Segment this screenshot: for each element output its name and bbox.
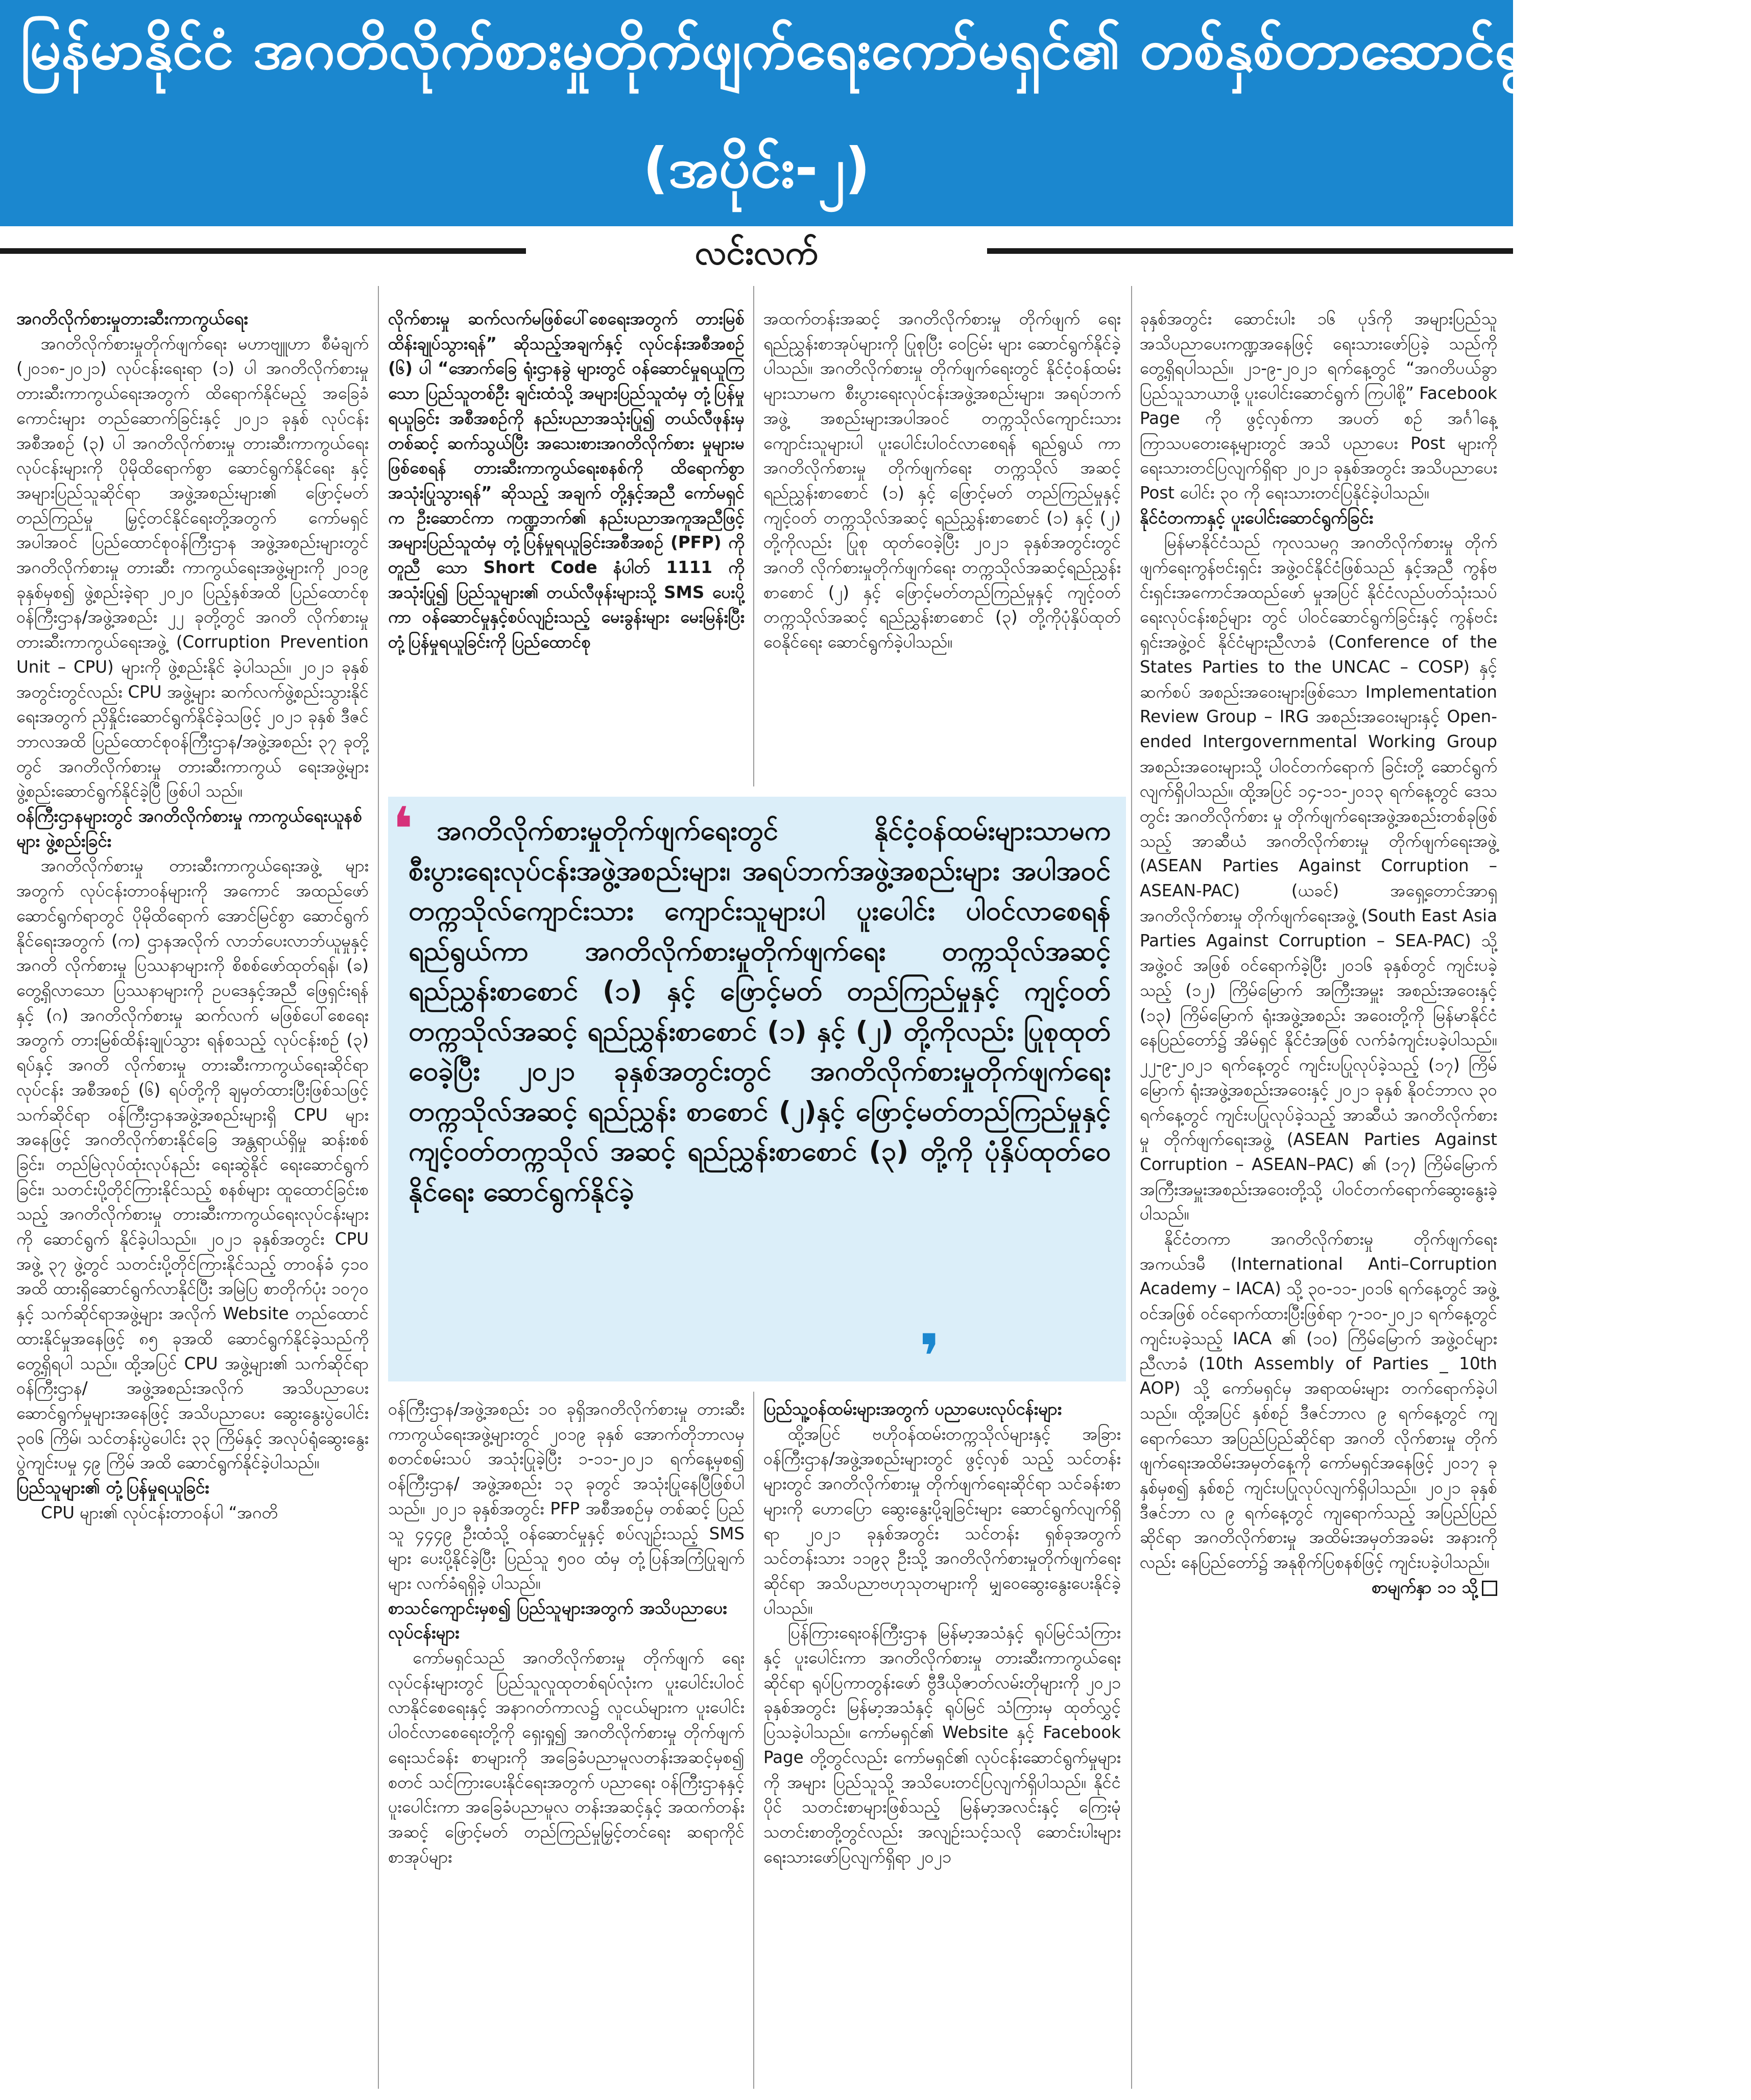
pull-quote-text bbox=[409, 811, 1111, 1212]
paragraph: ပြန်ကြားရေးဝန်ကြီးဌာန မြန်မာ့အသံနှင့် ရုပ်မြင်သံကြားနှင့် ပူးပေါင်းကာ အဂတိလိုက်စားမှု တားဆီးကာကွယ်ရေးဆိုင်ရာ ရုပ်ပြကာတွန်းဖော် ဗွီဒီယိုဇာတ်လမ်းတိုများကို ၂၀၂၁ ခုနှစ်အတွင်း မြန်မာ့အသံနှင့် ရုပ်မြင် သံကြားမှ ထုတ်လွှင့်ပြသခဲ့ပါသည်။ ကော်မရှင်၏ Website နှင့် Facebook Page တို့တွင်လည်း ကော်မရှင်၏ လုပ်ငန်းဆောင်ရွက်မှုများကို အများ ပြည်သူသို့ အသိပေးတင်ပြလျက်ရှိပါသည်။ နိုင်ငံပိုင် သတင်းစာများဖြစ်သည့် မြန်မာ့အလင်းနှင့် ကြေးမုံ သတင်းစာတို့တွင်လည်း အလျဉ်းသင့်သလို ဆောင်းပါးများ ရေးသားဖော်ပြလျက်ရှိရာ ၂၀၂၁ bbox=[763, 1623, 1121, 1867]
column-2-bottom bbox=[388, 1397, 745, 2089]
paragraph: အဂတိလိုက်စားမှုတိုက်ဖျက်ရေး မဟာဗျူဟာ စီမံချက် (၂၀၁၈-၂၀၂၁) လုပ်ငန်းရေးရာ (၁) ပါ အဂတိလိုက်စားမှု တားဆီးကာကွယ်ရေးအတွက် ထိရောက်နိုင်မည့် အခြေခံကောင်းများ တည်ဆောက်ခြင်းနှင့် ၂၀၂၁ ခုနှစ် လုပ်ငန်းအစီအစဉ် (၃) ပါ အဂတိလိုက်စားမှု တားဆီးကာကွယ်ရေး လုပ်ငန်းများကို ပိုမိုထိရောက်စွာ ဆောင်ရွက်နိုင်ရေး နှင့် အများပြည်သူဆိုင်ရာ အဖွဲ့အစည်းများ၏ ဖြောင့်မတ်တည်ကြည်မှု မြှင့်တင်နိုင်ရေးတို့အတွက် ကော်မရှင်အပါအဝင် ပြည်ထောင်စုဝန်ကြီးဌာန အဖွဲ့အစည်းများတွင် အဂတိလိုက်စားမှု တားဆီး ကာကွယ်ရေးအဖွဲ့များကို ၂၀၁၉ ခုနှစ်မှစ၍ ဖွဲ့စည်းခဲ့ရာ ၂၀၂၀ ပြည့်နှစ်အထိ ပြည်ထောင်စု ဝန်ကြီးဌာန/အဖွဲ့အစည်း ၂၂ ခုတို့တွင် အဂတိ လိုက်စားမှု တားဆီးကာကွယ်ရေးအဖွဲ့ (Corruption Prevention Unit – CPU) များကို ဖွဲ့စည်းနိုင် ခဲ့ပါသည်။ ၂၀၂၁ ခုနှစ်အတွင်းတွင်လည်း CPU အဖွဲ့များ ဆက်လက်ဖွဲ့စည်းသွားနိုင်ရေးအတွက် ညှိနှိုင်းဆောင်ရွက်နိုင်ခဲ့သဖြင့် ၂၀၂၁ ခုနှစ် ဒီဇင် ဘာလအထိ ပြည်ထောင်စုဝန်ကြီးဌာန/အဖွဲ့အစည်း ၃၇ ခုတို့တွင် အဂတိလိုက်စားမှု တားဆီးကာကွယ် ရေးအဖွဲ့များ ဖွဲ့စည်းဆောင်ရွက်နိုင်ခဲ့ပြီ ဖြစ်ပါ သည်။ bbox=[16, 333, 369, 801]
subheading-corruption-prevention: အဂတိလိုက်စားမှုတားဆီးကာကွယ်ရေး bbox=[16, 308, 248, 328]
paragraph: ဝန်ကြီးဌာန/အဖွဲ့အစည်း ၁၀ ခုရှိအဂတိလိုက်စားမှု တားဆီးကာကွယ်ရေးအဖွဲ့များတွင် ၂၀၁၉ ခုနှစ် အောက်တိုဘာလမှ စတင်စမ်းသပ် အသုံးပြုခဲ့ပြီး ၁-၁၁-၂၀၂၁ ရက်နေ့မှစ၍ ဝန်ကြီးဌာန/ အဖွဲ့အစည်း ၁၃ ခုတွင် အသုံးပြုနေပြီဖြစ်ပါ သည်။ ၂၀၂၁ ခုနှစ်အတွင်း PFP အစီအစဉ်မှ တစ်ဆင့် ပြည်သူ ၄၄၄၉ ဦးထံသို့ ဝန်ဆောင်မှုနှင့် စပ်လျဉ်းသည့် SMS များ ပေးပို့နိုင်ခဲ့ပြီး ပြည်သူ ၅၀၀ ထံမှ တုံ့ပြန်အကြံပြုချက်များ လက်ခံရရှိခဲ့ ပါသည်။ bbox=[388, 1399, 745, 1593]
header-banner bbox=[0, 0, 1751, 226]
column-divider-2-bottom bbox=[753, 1392, 754, 2089]
author-byline: လင်းလက် bbox=[694, 233, 819, 272]
paragraph: CPU များ၏ လုပ်ငန်းတာဝန်ပါ “အဂတိ bbox=[41, 1502, 278, 1522]
column-divider-1 bbox=[378, 286, 379, 2089]
paragraph: မြန်မာနိုင်ငံသည် ကုလသမဂ္ဂ အဂတိလိုက်စားမှု တိုက်ဖျက်ရေးကွန်ဗင်းရှင်း အဖွဲ့ဝင်နိုင်ငံဖြစ်သည် နှင့်အညီ ကွန်ဗင်းရှင်းအကောင်အထည်ဖော် မှုအပြင် နိုင်ငံလည်ပတ်သုံးသပ်ရေးလုပ်ငန်းစဉ်များ တွင် ပါဝင်ဆောင်ရွက်ခြင်းနှင့် ကွန်ဗင်းရှင်းအဖွဲ့ဝင် နိုင်ငံများညီလာခံ (Conference of the States Parties to the UNCAC – COSP) နှင့် ဆက်စပ် အစည်းအဝေးများဖြစ်သော Implementation Review Group – IRG အစည်းအဝေးများနှင့် Open-ended Intergovernmental Working Group အစည်းအဝေးများသို့ ပါဝင်တက်ရောက် ခြင်းတို့ ဆောင်ရွက်လျက်ရှိပါသည်။ ထို့အပြင် ၁၄-၁၁-၂၀၁၃ ရက်နေ့တွင် ဒေသတွင်း အဂတိလိုက်စား မှု တိုက်ဖျက်ရေးအဖွဲ့အစည်းတစ်ခုဖြစ်သည့် အာဆီယံ အဂတိလိုက်စားမှု တိုက်ဖျက်ရေးအဖွဲ့ (ASEAN Parties Against Corruption – ASEAN-PAC) (ယခင်) အရှေ့တောင်အာရှ အဂတိလိုက်စားမှု တိုက်ဖျက်ရေးအဖွဲ့ (South East Asia Parties Against Corruption – SEA-PAC) သို့ အဖွဲ့ဝင် အဖြစ် ဝင်ရောက်ခဲ့ပြီး ၂၀၁၆ ခုနှစ်တွင် ကျင်းပခဲ့သည့် (၁၂) ကြိမ်မြောက် အကြီးအမှူး အစည်းအဝေးနှင့် (၁၃) ကြိမ်မြောက် ရုံးအဖွဲ့အစည်း အဝေးတို့ကို မြန်မာနိုင်ငံ နေပြည်တော်၌ အိမ်ရှင် နိုင်ငံအဖြစ် လက်ခံကျင်းပခဲ့ပါသည်။ ၂၂-၉-၂၀၂၁ ရက်နေ့တွင် ကျင်းပပြုလုပ်ခဲ့သည့် (၁၇) ကြိမ်မြောက် ရုံးအဖွဲ့အစည်းအဝေးနှင့် ၂၀၂၁ ခုနှစ် နိုဝင်ဘာလ ၃၀ ရက်နေ့တွင် ကျင်းပပြုလုပ်ခဲ့သည့် အာဆီယံ အဂတိလိုက်စားမှု တိုက်ဖျက်ရေးအဖွဲ့ (ASEAN Parties Against Corruption – ASEAN–PAC) ၏ (၁၇) ကြိမ်မြောက် အကြီးအမှူးအစည်းအဝေးတို့သို့ ပါဝင်တက်ရောက်ဆွေးနွေးခဲ့ပါသည်။ bbox=[1140, 533, 1497, 1224]
paragraph: အထက်တန်းအဆင့် အဂတိလိုက်စားမှု တိုက်ဖျက် ရေး ရည်ညွှန်းစာအုပ်များကို ပြုစုပြီး ဝေငြမ်း များ ဆောင်ရွက်နိုင်ခဲ့ပါသည်။ အဂတိလိုက်စားမှု တိုက်ဖျက်ရေးတွင် နိုင်ငံ့ဝန်ထမ်းများသာမက စီးပွားရေးလုပ်ငန်းအဖွဲ့အစည်းများ၊ အရပ်ဘက်အဖွဲ့ အစည်းများအပါအဝင် တက္ကသိုလ်ကျောင်းသား ကျောင်းသူများပါ ပူးပေါင်းပါဝင်လာစေရန် ရည်ရွယ် ကာ အဂတိလိုက်စားမှု တိုက်ဖျက်ရေး တက္ကသိုလ် အဆင့် ရည်ညွှန်းစာစောင် (၁) နှင့် ဖြောင့်မတ် တည်ကြည်မှုနှင့် ကျင့်ဝတ် တက္ကသိုလ်အဆင့် ရည်ညွှန်းစာစောင် (၁) နှင့် (၂) တို့ကိုလည်း ပြုစု ထုတ်ဝေခဲ့ပြီး ၂၀၂၁ ခုနှစ်အတွင်းတွင် အဂတိ လိုက်စားမှုတိုက်ဖျက်ရေး တက္ကသိုလ်အဆင့်ရည်ညွှန်း စာစောင် (၂) နှင့် ဖြောင့်မတ်တည်ကြည်မှုနှင့် ကျင့်ဝတ်တက္ကသိုလ်အဆင့် ရည်ညွှန်းစာစောင် (၃) တို့ကိုပုံနှိပ်ထုတ်ဝေနိုင်ရေး ဆောင်ရွက်ခဲ့ပါသည်။ bbox=[763, 309, 1121, 652]
subheading-international-cooperation: နိုင်ငံတကာနှင့် ပူးပေါင်းဆောင်ရွက်ခြင်း bbox=[1140, 507, 1374, 528]
subheading-school-education: စာသင်ကျောင်းမှစ၍ ပြည်သူများအတွက် အသိပညာပေးလုပ်ငန်းများ bbox=[388, 1597, 727, 1643]
continued-on-page bbox=[1140, 1575, 1497, 1600]
open-quote-icon: ❛ bbox=[392, 795, 414, 866]
column-3-top bbox=[763, 306, 1121, 781]
pull-quote-body: အဂတိလိုက်စားမှုတိုက်ဖျက်ရေးတွင် နိုင်ငံ့ဝန်ထမ်းများသာမက စီးပွားရေးလုပ်ငန်းအဖွဲ့အစည်းများ၊ အရပ်ဘက်အဖွဲ့အစည်းများ အပါအဝင် တက္ကသိုလ်ကျောင်းသား ကျောင်းသူများပါ ပူးပေါင်း ပါဝင်လာစေရန်ရည်ရွယ်ကာ အဂတိလိုက်စားမှုတိုက်ဖျက်ရေး တက္ကသိုလ်အဆင့် ရည်ညွှန်းစာစောင် (၁) နှင့် ဖြောင့်မတ် တည်ကြည်မှုနှင့် ကျင့်ဝတ်တက္ကသိုလ်အဆင့် ရည်ညွှန်းစာစောင် (၁) နှင့် (၂) တို့ကိုလည်း ပြုစုထုတ်ဝေခဲ့ပြီး ၂၀၂၁ ခုနှစ်အတွင်းတွင် အဂတိလိုက်စားမှုတိုက်ဖျက်ရေး တက္ကသိုလ်အဆင့် ရည်ညွှန်း စာစောင် (၂)နှင့် ဖြောင့်မတ်တည်ကြည်မှုနှင့် ကျင့်ဝတ်တက္ကသိုလ် အဆင့် ရည်ညွှန်းစာစောင် (၃) တို့ကို ပုံနှိပ်ထုတ်ဝေနိုင်ရေး ဆောင်ရွက်နိုင်ခဲ့ bbox=[409, 815, 1111, 1207]
paragraph: လိုက်စားမှု ဆက်လက်မဖြစ်ပေါ်စေရေးအတွက် တားမြစ်ထိန်းချုပ်သွားရန်” ဆိုသည့်အချက်နှင့် လုပ်ငန်းအစီအစဉ် (၆) ပါ “အောက်ခြေ ရုံးဌာနခွဲ များတွင် ဝန်ဆောင်မှုရယူကြသော ပြည်သူတစ်ဦး ချင်းထံသို့ အများပြည်သူထံမှ တုံ့ပြန်မှုရယူခြင်း အစီအစဉ်ကို နည်းပညာအသုံးပြု၍ တယ်လီဖုန်းမှ တစ်ဆင့် ဆက်သွယ်ပြီး အသေးစားအဂတိလိုက်စား မှုများမဖြစ်စေရန် တားဆီးကာကွယ်ရေးစနစ်ကို ထိရောက်စွာ အသုံးပြုသွားရန်” ဆိုသည့် အချက် တို့နှင့်အညီ ကော်မရှင်က ဦးဆောင်ကာ ကဏ္ဍဘက်၏ နည်းပညာအကူအညီဖြင့် အများပြည်သူထံမှ တုံ့ပြန်မှုရယူခြင်းအစီအစဉ် (PFP) ကို တူညီ သော Short Code နံပါတ် 1111 ကို အသုံးပြု၍ ပြည်သူများ၏ တယ်လီဖုန်းများသို့ SMS ပေးပို့ ကာ ဝန်ဆောင်မှုနှင့်စပ်လျဉ်းသည့် မေးခွန်းများ မေးမြန်းပြီး တုံ့ပြန်မှုရယူခြင်းကို ပြည်ထောင်စု bbox=[388, 309, 745, 652]
subheading-public-feedback: ပြည်သူများ၏ တုံ့ပြန်မှုရယူခြင်း bbox=[16, 1477, 209, 1498]
close-quote-icon: ❜ bbox=[919, 1322, 941, 1393]
column-2-top bbox=[388, 306, 745, 781]
column-divider-2-top bbox=[753, 286, 754, 786]
subheading-ministry-units: ဝန်ကြီးဌာနများတွင် အဂတိလိုက်စားမှု ကာကွယ်ရေးယူနစ်များ ဖွဲ့စည်းခြင်း bbox=[16, 806, 363, 851]
article-title-line1: မြန်မာနိုင်ငံ အဂတိလိုက်စားမှုတိုက်ဖျက်ရေးကော်မရှင်၏ တစ်နှစ်တာဆောင်ရွက်ချက်များ bbox=[20, 18, 1751, 82]
pull-quote-box bbox=[388, 795, 1126, 1393]
continued-text: စာမျက်နှာ ၁၁ သို့ bbox=[1372, 1577, 1478, 1597]
paragraph: နိုင်ငံတကာ အဂတိလိုက်စားမှု တိုက်ဖျက်ရေး အကယ်ဒမီ (International Anti–Corruption Academy – IACA) သို့ ၃၀-၁၁-၂၀၁၆ ရက်နေ့တွင် အဖွဲ့ဝင်အဖြစ် ဝင်ရောက်ထားပြီးဖြစ်ရာ ၇-၁၀-၂၀၂၁ ရက်နေ့တွင် ကျင်းပခဲ့သည့် IACA ၏ (၁၀) ကြိမ်မြောက် အဖွဲ့ဝင်များညီလာခံ (10th Assembly of Parties _ 10th AOP) သို့ ကော်မရှင်မှ အရာထမ်းများ တက်ရောက်ခဲ့ပါ သည်။ ထို့အပြင် နှစ်စဉ် ဒီဇင်ဘာလ ၉ ရက်နေ့တွင် ကျရောက်သော အပြည်ပြည်ဆိုင်ရာ အဂတိ လိုက်စားမှု တိုက်ဖျက်ရေးအထိမ်းအမှတ်နေ့ကို ကော်မရှင်အနေဖြင့် ၂၀၁၇ ခုနှစ်မှစ၍ နှစ်စဉ် ကျင်းပပြုလုပ်လျက်ရှိပါသည်။ ၂၀၂၁ ခုနှစ် ဒီဇင်ဘာ လ ၉ ရက်နေ့တွင် ကျရောက်သည့် အပြည်ပြည် ဆိုင်ရာ အဂတိလိုက်စားမှု အထိမ်းအမှတ်အခမ်း အနားကိုလည်း နေပြည်တော်၌ အနုစိုက်ပြစနစ်ဖြင့် ကျင်းပခဲ့ပါသည်။ bbox=[1140, 1229, 1497, 1572]
column-4 bbox=[1140, 306, 1497, 2089]
subheading-civil-servants: ပြည်သူ့ဝန်ထမ်းများအတွက် ပညာပေးလုပ်ငန်းများ bbox=[763, 1399, 1062, 1419]
article-title-line2: (အပိုင်း-၂) bbox=[643, 136, 870, 200]
paragraph: ခုနှစ်အတွင်း ဆောင်းပါး ၁၆ ပုဒ်ကို အများပြည်သူ အသိပညာပေးကဏ္ဍအနေဖြင့် ရေးသားဖော်ပြခဲ့ သည်ကို တွေ့ရှိရပါသည်။ ၂၁-၉-၂၀၂၁ ရက်နေ့တွင် “အဂတိပယ်ခွာ ပြည်သူသာယာဖို့ ပူးပေါင်းဆောင်ရွက် ကြပါစို့” Facebook Page ကို ဖွင့်လှစ်ကာ အပတ် စဉ် အင်္ဂါနေ့ ကြာသပတေးနေ့များတွင် အသိ ပညာပေး Post များကို ရေးသားတင်ပြလျက်ရှိရာ ၂၀၂၁ ခုနှစ်အတွင်း အသိပညာပေး Post ပေါင်း ၃၀ ကို ရေးသားတင်ပြနိုင်ခဲ့ပါသည်။ bbox=[1140, 309, 1497, 503]
paragraph: ကော်မရှင်သည် အဂတိလိုက်စားမှု တိုက်ဖျက် ရေးလုပ်ငန်းများတွင် ပြည်သူလူထုတစ်ရပ်လုံးက ပူးပေါင်းပါဝင်လာနိုင်စေရေးနှင့် အနာဂတ်ကာလ၌ လူငယ်များက ပူးပေါင်းပါဝင်လာစေရေးတို့ကို ရှေးရှု၍ အဂတိလိုက်စားမှု တိုက်ဖျက်ရေးသင်ခန်း စာများကို အခြေခံပညာမူလတန်းအဆင့်မှစ၍ စတင် သင်ကြားပေးနိုင်ရေးအတွက် ပညာရေး ဝန်ကြီးဌာနနှင့် ပူးပေါင်းကာ အခြေခံပညာမူလ တန်းအဆင့်နှင့် အထက်တန်းအဆင့် ဖြောင့်မတ် တည်ကြည်မှုမြှင့်တင်ရေး ဆရာကိုင်စာအုပ်များ bbox=[388, 1648, 745, 1867]
paragraph: ထို့အပြင် ဗဟိုဝန်ထမ်းတက္ကသိုလ်များနှင့် အခြားဝန်ကြီးဌာန/အဖွဲ့အစည်းများတွင် ဖွင့်လှစ် သည့် သင်တန်းများတွင် အဂတိလိုက်စားမှု တိုက်ဖျက်ရေးဆိုင်ရာ သင်ခန်းစာများကို ဟောပြော ဆွေးနွေးပို့ချခြင်းများ ဆောင်ရွက်လျက်ရှိရာ ၂၀၂၁ ခုနှစ်အတွင်း သင်တန်း ရှစ်ခုအတွက် သင်တန်းသား ၁၁၉၃ ဦးသို့ အဂတိလိုက်စားမှုတိုက်ဖျက်ရေးဆိုင်ရာ အသိပညာဗဟုသုတများကို မျှဝေဆွေးနွေးပေးနိုင်ခဲ့ ပါသည်။ bbox=[763, 1424, 1121, 1618]
column-1 bbox=[16, 306, 369, 2089]
byline-row bbox=[0, 227, 1513, 281]
column-divider-3 bbox=[1131, 286, 1132, 2089]
paragraph: အဂတိလိုက်စားမှု တားဆီးကာကွယ်ရေးအဖွဲ့ များအတွက် လုပ်ငန်းတာဝန်များကို အကောင် အထည်ဖော်ဆောင်ရွက်ရာတွင် ပိုမိုထိရောက် အောင်မြင်စွာ ဆောင်ရွက်နိုင်ရေးအတွက် (က) ဌာနအလိုက် လာဘ်ပေးလာဘ်ယူမှုနှင့် အဂတိ လိုက်စားမှု ပြဿနာများကို စိစစ်ဖော်ထုတ်ရန်၊ (ခ) တွေ့ရှိလာသော ပြဿနာများကို ဥပဒေနှင့်အညီ ဖြေရှင်းရန်နှင့် (ဂ) အဂတိလိုက်စားမှု ဆက်လက် မဖြစ်ပေါ်စေရေးအတွက် တားမြစ်ထိန်းချုပ်သွား ရန်စသည့် လုပ်ငန်းစဉ် (၃) ရပ်နှင့် အဂတိ လိုက်စားမှု တားဆီးကာကွယ်ရေးဆိုင်ရာ လုပ်ငန်း အစီအစဉ် (၆) ရပ်တို့ကို ချမှတ်ထားပြီးဖြစ်သဖြင့် သက်ဆိုင်ရာ ဝန်ကြီးဌာနအဖွဲ့အစည်းများရှိ CPU များအနေဖြင့် အဂတိလိုက်စားနိုင်ခြေ အန္တရာယ်ရှိမှု ဆန်းစစ်ခြင်း၊ တည်မြဲလုပ်ထုံးလုပ်နည်း ရေးဆွဲနိုင် ရေးဆောင်ရွက်ခြင်း၊ သတင်းပို့တိုင်ကြားနိုင်သည့် စနစ်များ ထူထောင်ခြင်းစသည့် အဂတိလိုက်စားမှု တားဆီးကာကွယ်ရေးလုပ်ငန်းများကို ဆောင်ရွက် နိုင်ခဲ့ပါသည်။ ၂၀၂၁ ခုနှစ်အတွင်း CPU အဖွဲ့ ၃၇ ဖွဲ့တွင် သတင်းပို့တိုင်ကြားနိုင်သည့် တာဝန်ခံ ၄၁၀ အထိ ထားရှိဆောင်ရွက်လာနိုင်ပြီး အမြဲပြ စာတိုက်ပုံး ၁၀၇၀ နှင့် သက်ဆိုင်ရာအဖွဲ့များ အလိုက် Website တည်ထောင်ထားနိုင်မှုအနေဖြင့် ၈၅ ခုအထိ ဆောင်ရွက်နိုင်ခဲ့သည်ကို တွေ့ရှိရပါ သည်။ ထို့အပြင် CPU အဖွဲ့များ၏ သက်ဆိုင်ရာ ဝန်ကြီးဌာန/ အဖွဲ့အစည်းအလိုက် အသိပညာပေး ဆောင်ရွက်မှုများအနေဖြင့် အသိပညာပေး ဆွေးနွေးပွဲပေါင်း ၃၀၆ ကြိမ်၊ သင်တန်းပွဲပေါင်း ၃၃ ကြိမ်နှင့် အလုပ်ရုံဆွေးနွေးပွဲကျင်းပမှု ၄၉ ကြိမ် အထိ ဆောင်ရွက်နိုင်ခဲ့ပါသည်။ bbox=[16, 856, 369, 1473]
end-mark-icon bbox=[1482, 1581, 1497, 1596]
column-3-bottom bbox=[763, 1397, 1121, 2089]
